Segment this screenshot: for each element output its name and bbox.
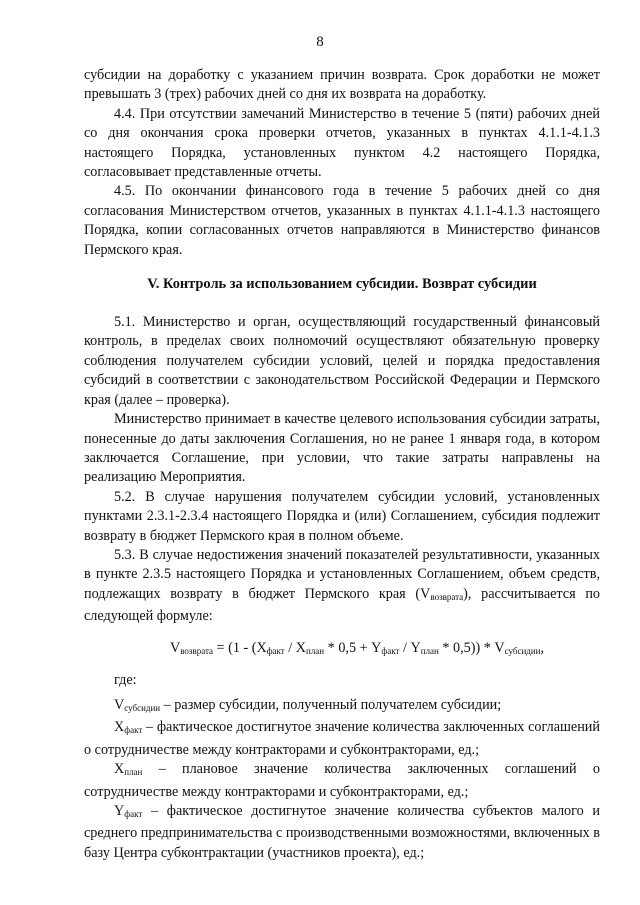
formula-slash2: / Y (399, 639, 421, 656)
paragraph-4-4: 4.4. При отсутствии замечаний Министерство в течение 5 (пяти) рабочих дней со дня окончания срока проверки отчетов, указанных в пунктах 4.1.1-4.1.3 настоящего Порядка, установленных пунктом 4.2 настоящего Порядка, согласовывает представленные отчеты. (84, 105, 600, 181)
def-sub: факт (124, 725, 143, 736)
paragraph-5-3 (84, 546, 600, 627)
formula-eq: = (1 - (X (213, 639, 267, 656)
def-text: – фактическое достигнутое значение количества субъектов малого и среднего предпринимательства с производственными возможностями, включенных в базу Центра субконтрактации (участников проекта), ед.; (84, 803, 600, 861)
paragraph-5-1: 5.1. Министерство и орган, осуществляющий государственный финансовый контроль, в пределах своих полномочий осуществляют обязательную проверку соблюдения получателем субсидии условий, целей и порядка предоставления субсидий в соответствии с законодательством Российской Федерации и Пермского края (далее – проверка). (84, 314, 600, 408)
formula-vs-sub: субсидии (504, 645, 541, 656)
formula-x1-sub: факт (266, 645, 285, 656)
paragraph-4-5: 4.5. По окончании финансового года в течение 5 рабочих дней со дня согласования Министерством отчетов, указанных в пунктах 4.1.1-4.1.3 настоящего Порядка, копии согласованных отчетов направляются в Министерство финансов Пермского края. (84, 183, 600, 258)
def-sym: X (114, 761, 125, 778)
definition-x-plan (84, 760, 600, 802)
def-text: – размер субсидии, полученный получателем субсидии; (160, 696, 502, 713)
formula-x2-sub: план (306, 645, 325, 656)
definition-x-fact (84, 718, 600, 760)
p53-text: 5.3. В случае недостижения значений показателей результативности, указанных в пункте 2.3.5 настоящего Порядка и установленных Соглашением, объем средств, подлежащих возврату в бюджет Пермского края (V (84, 546, 600, 602)
definition-y-fact (84, 802, 600, 863)
definition-v-subsidy (84, 696, 600, 718)
def-sub: субсидии (124, 702, 161, 713)
formula-slash1: / X (284, 639, 306, 656)
p53-tail: ), рассчитывается по следующей формуле: (84, 585, 601, 625)
formula-mid: * 0,5 + Y (324, 639, 382, 656)
where-label: где: (114, 671, 137, 688)
paragraph-5-1-cont: Министерство принимает в качестве целевого использования субсидии затраты, понесенные до даты заключения Соглашения, но не ранее 1 января года, в котором заключается Соглашение, при условии, что такие затраты направлены на реализацию Мероприятия. (84, 411, 600, 486)
p53-sub: возврата (430, 591, 464, 602)
paragraph-5-2: 5.2. В случае нарушения получателем субсидии условий, установленных пунктами 2.3.1-2.3.4 настоящего Порядка и (или) Соглашением, субсидия подлежит возврату в бюджет Пермского края в полном объеме. (84, 488, 600, 544)
section-title: V. Контроль за использованием субсидии. Возврат субсидии (147, 276, 537, 293)
formula-end: * 0,5)) * V (438, 639, 505, 656)
def-sub: план (124, 767, 143, 778)
formula-y1-sub: факт (381, 645, 400, 656)
formula-y2-sub: план (420, 645, 439, 656)
def-sub: факт (124, 809, 143, 819)
page-number: 8 (316, 34, 324, 50)
def-sym: Y (114, 803, 125, 819)
formula-comma: , (540, 639, 545, 656)
document-body (84, 66, 600, 863)
paragraph-continuation: субсидии на доработку с указанием причин возврата. Срок доработки не может превышать 3 (трех) рабочих дней со дня их возврата на доработку. (84, 67, 600, 103)
def-sym: X (114, 719, 125, 736)
def-text: – плановое значение количества заключенных соглашений о сотрудничестве между контракторами и субконтракторами, ед.; (84, 761, 600, 800)
return-formula (84, 638, 600, 661)
def-sym: V (114, 696, 125, 713)
formula-v-sub: возврата (180, 645, 213, 656)
formula-v: V (169, 639, 181, 656)
def-text: – фактическое достигнутое значение количества заключенных соглашений о сотрудничестве между контракторами и субконтракторами, ед.; (84, 719, 600, 758)
